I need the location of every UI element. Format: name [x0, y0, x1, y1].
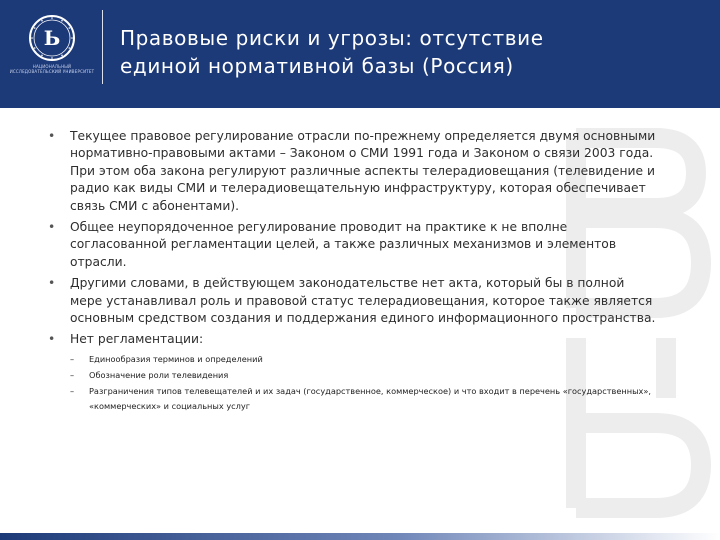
dash-marker: –: [70, 353, 75, 364]
title-line-2: единой нормативной базы (Россия): [120, 54, 514, 78]
sub-item-text: Обозначение роли телевидения: [89, 369, 229, 380]
bullet-text: Другими словами, в действующем законодательстве нет акта, который бы в полной мере устанавливал роль и правовой статус телерадиовещания, которое также является основным средством создания и поддержания единого информационного пространства.: [70, 276, 656, 326]
page-title: [120, 24, 700, 80]
sub-item: [70, 368, 660, 383]
bullet-marker: •: [48, 276, 56, 291]
header-bar: [0, 0, 720, 108]
bullet-item: [50, 219, 660, 271]
logo-letter: Ь: [43, 26, 61, 50]
bullet-marker: •: [48, 220, 56, 235]
bullet-text: Текущее правовое регулирование отрасли по-прежнему определяется двумя основными нормативно-правовыми актами – Законом о СМИ 1991 года и Законом о связи 2003 года. При этом оба закона регулируют различные аспекты телерадиовещания (телевидение и радио как виды СМИ и телерадиовещательную инфраструктуру, которая обеспечивает связь СМИ с абонентами).: [70, 129, 656, 213]
sub-item-text: Единообразия терминов и определений: [89, 353, 263, 364]
bullet-text: Общее неупорядоченное регулирование проводит на практике к не вполне согласованной регламентации целей, а также различных механизмов и элементов отрасли.: [70, 220, 617, 269]
logo-caption: НАЦИОНАЛЬНЫЙ ИССЛЕДОВАТЕЛЬСКИЙ УНИВЕРСИТЕТ: [9, 64, 95, 74]
bullet-text: Нет регламентации:: [70, 332, 204, 347]
bullet-marker: •: [48, 332, 56, 347]
bullet-marker: •: [48, 129, 56, 143]
sub-list: [70, 352, 660, 414]
sub-item-text: Разграничения типов телевещателей и их задач (государственное, коммерческое) и что входит в перечень «государственных», «коммерческих» и социальных услуг: [89, 385, 652, 411]
header-divider: [102, 10, 103, 84]
footer-gradient-bar: [0, 533, 720, 540]
dash-marker: –: [70, 369, 75, 380]
bullet-item: [50, 331, 660, 413]
title-line-1: Правовые риски и угрозы: отсутствие: [120, 26, 544, 50]
bullet-item: [50, 128, 660, 215]
slide-content: [50, 128, 660, 418]
bullet-list: [50, 128, 660, 414]
bullet-item: [50, 275, 660, 327]
sub-item: [70, 352, 660, 367]
sub-item: [70, 384, 660, 414]
university-logo: [14, 14, 90, 94]
dash-marker: –: [70, 385, 75, 396]
